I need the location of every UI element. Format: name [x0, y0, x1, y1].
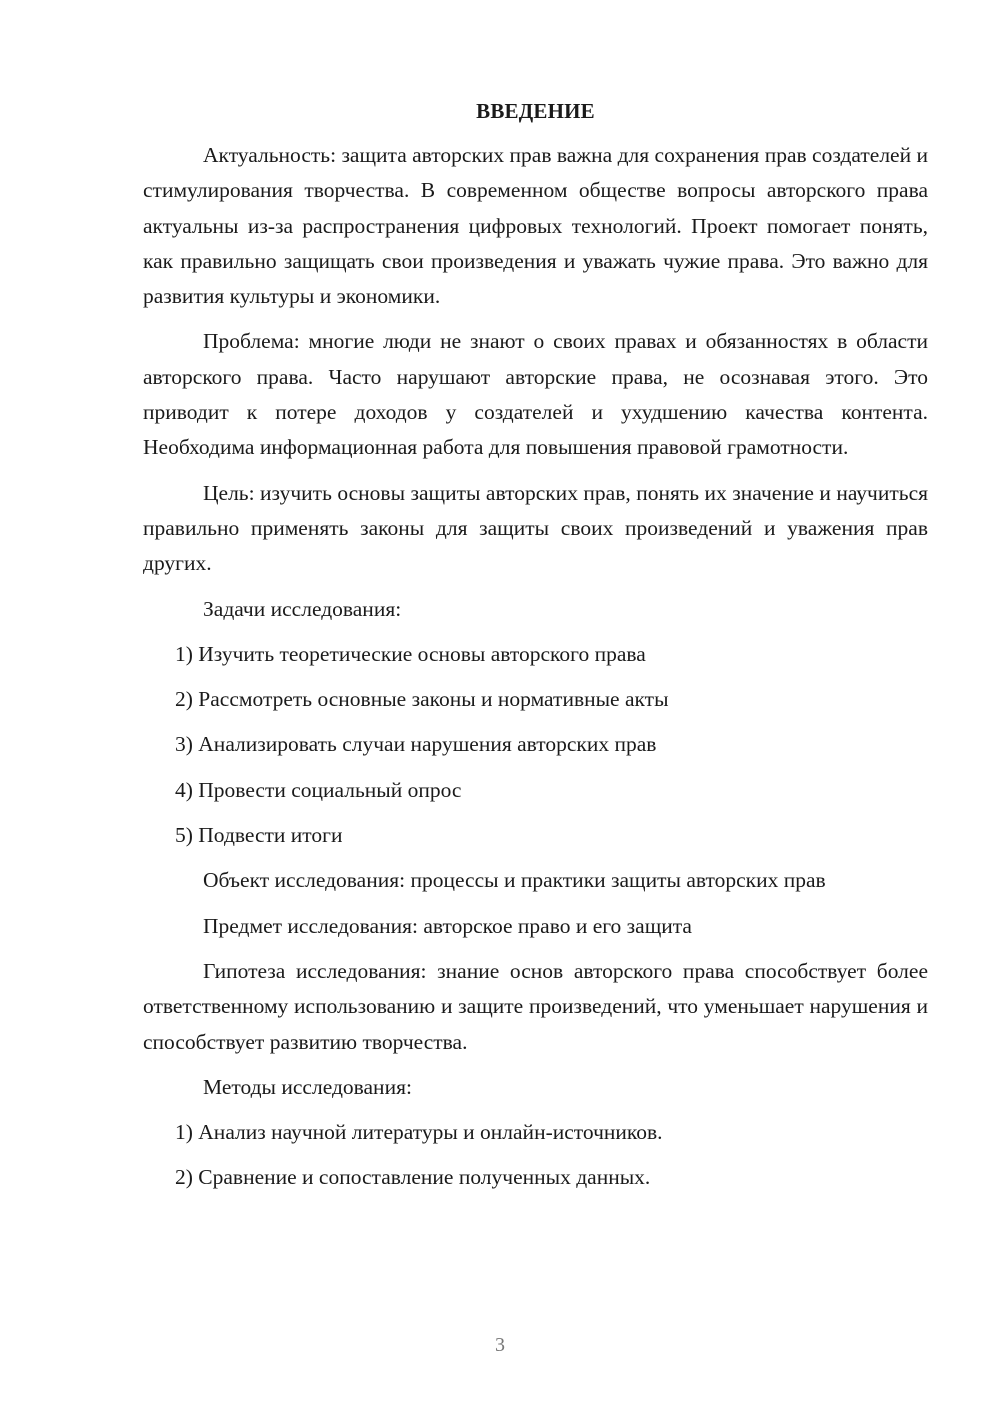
paragraph-relevance: Актуальность: защита авторских прав важна для сохранения прав создателей и стимулирования творчества. В современном обществе вопросы авторского права актуальны из-за распространения цифровых технологий. Проект помогает понять, как правильно защищать свои произведения и уважать чужие права. Это важно для развития культуры и экономики. — [143, 143, 928, 309]
paragraph-goal: Цель: изучить основы защиты авторских прав, понять их значение и научиться правильно применять законы для защиты своих произведений и уважения прав других. — [143, 480, 928, 576]
research-object: Объект исследования: процессы и практики защиты авторских прав — [203, 868, 826, 893]
task-item-5: 5) Подвести итоги — [175, 823, 343, 848]
task-item-2: 2) Рассмотреть основные законы и нормативные акты — [175, 687, 669, 712]
method-item-1: 1) Анализ научной литературы и онлайн-источников. — [175, 1120, 663, 1145]
page-number: 3 — [495, 1334, 505, 1356]
task-item-1: 1) Изучить теоретические основы авторского права — [175, 641, 646, 666]
paragraph-problem: Проблема: многие люди не знают о своих правах и обязанностях в области авторского права. Часто нарушают авторские права, не осознавая этого. Это приводит к потере доходов у создателей и ухудшению качества контента. Необходима информационная работа для повышения правовой грамотности. — [143, 329, 928, 460]
page-title: ВВЕДЕНИЕ — [476, 99, 595, 123]
tasks-heading: Задачи исследования: — [203, 596, 402, 621]
methods-heading: Методы исследования: — [203, 1074, 412, 1099]
task-item-4: 4) Провести социальный опрос — [175, 777, 462, 802]
research-subject: Предмет исследования: авторское право и его защита — [203, 913, 692, 938]
document-page — [143, 96, 928, 1206]
paragraph-hypothesis: Гипотеза исследования: знание основ авторского права способствует более ответственному использованию и защите произведений, что уменьшает нарушения и способствует развитию творчества. — [143, 958, 928, 1054]
task-item-3: 3) Анализировать случаи нарушения авторских прав — [175, 732, 657, 757]
method-item-2: 2) Сравнение и сопоставление полученных данных. — [175, 1165, 651, 1190]
